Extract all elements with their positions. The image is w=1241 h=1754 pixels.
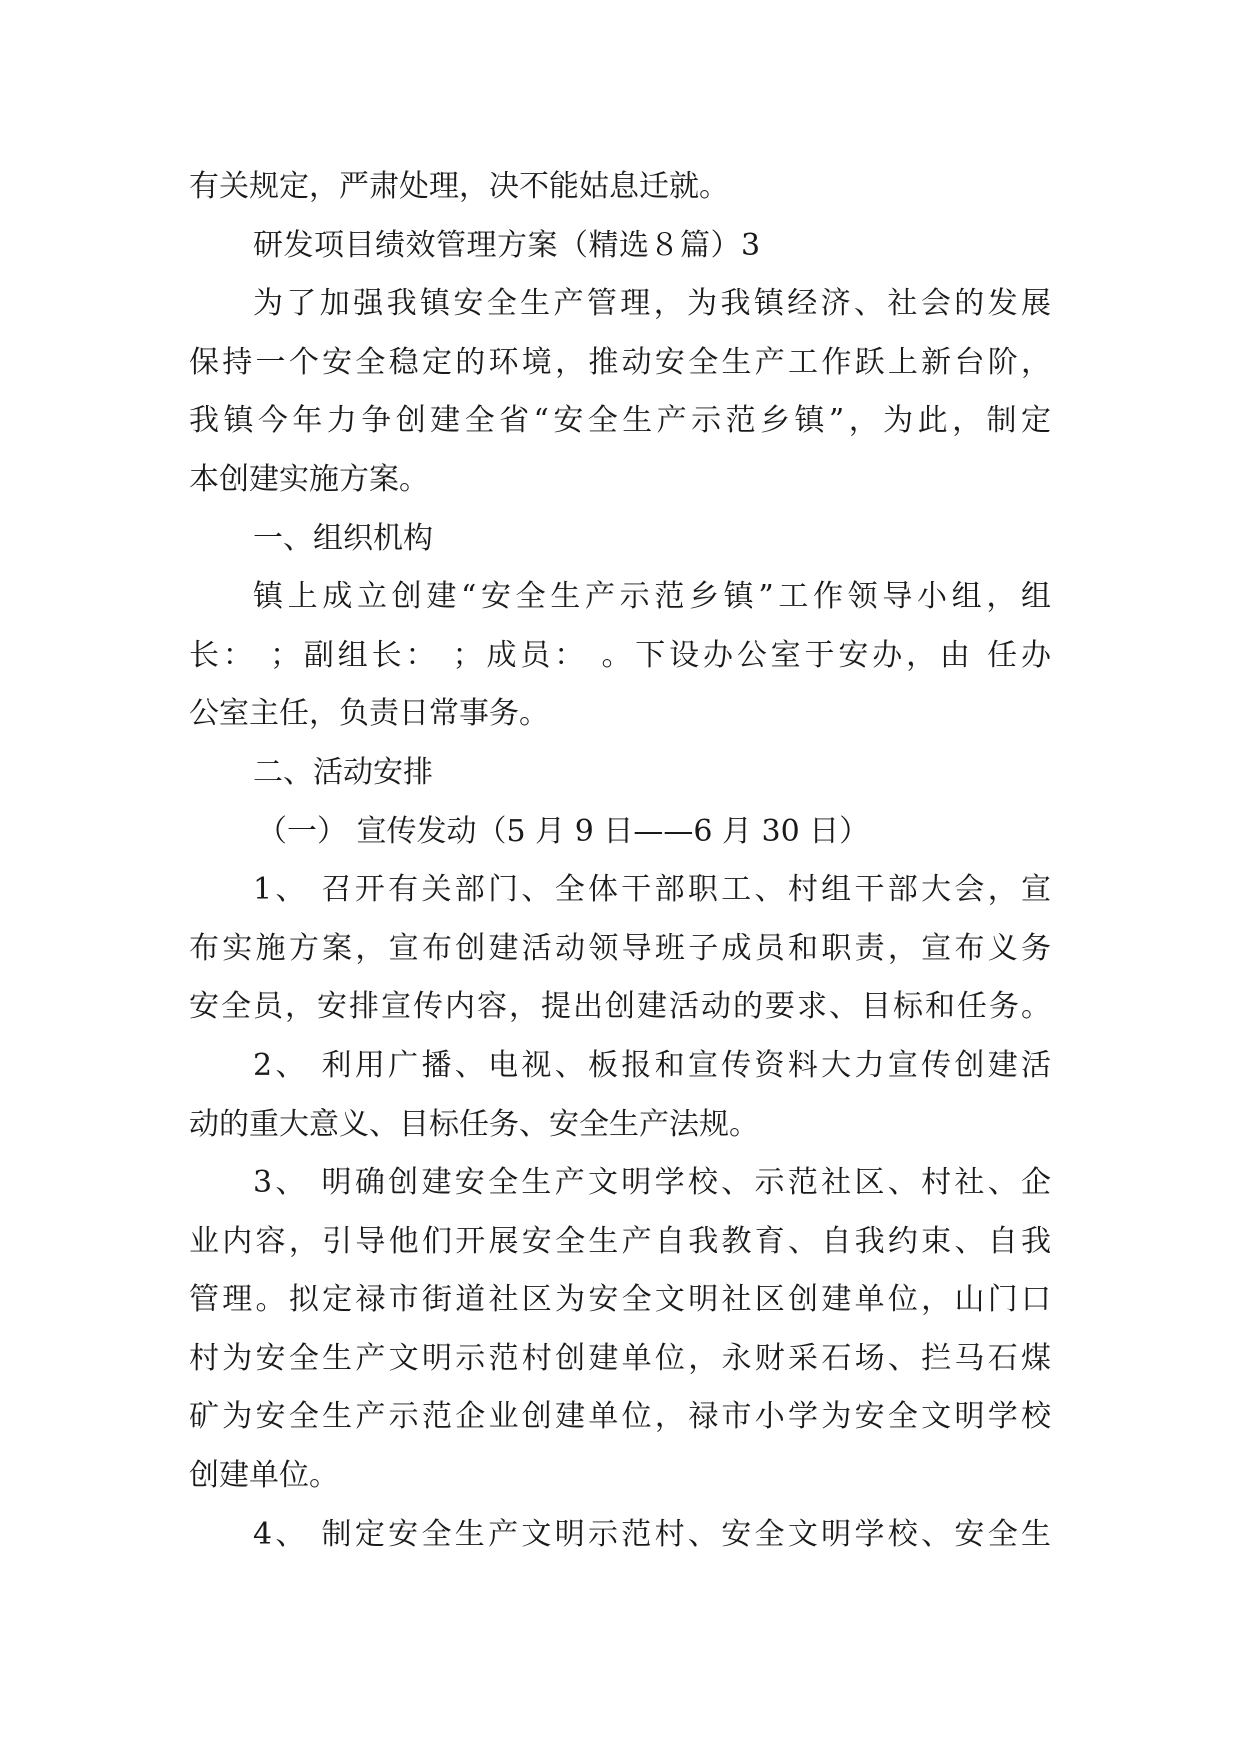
paragraph-line: 有关规定，严肃处理，决不能姑息迁就。 — [189, 169, 729, 204]
paragraph-line: 布实施方案，宣布创建活动领导班子成员和职责，宣布义务 — [189, 930, 1051, 966]
paragraph-line: 公室主任，负责日常事务。 — [189, 696, 549, 732]
paragraph-line: 管理。拟定禄市街道社区为安全文明社区创建单位，山门口 — [189, 1282, 1051, 1318]
list-item-1: 1、 召开有关部门、全体干部职工、村组干部大会，宣 — [253, 872, 1051, 908]
paragraph-line: 动的重大意义、目标任务、安全生产法规。 — [189, 1106, 759, 1142]
paragraph-line: 我镇今年力争创建全省“安全生产示范乡镇”，为此，制定 — [189, 403, 1051, 439]
list-item-4: 4、 制定安全生产文明示范村、安全文明学校、安全生 — [253, 1516, 1051, 1552]
paragraph-line: 矿为安全生产示范企业创建单位，禄市小学为安全文明学校 — [189, 1399, 1051, 1435]
paragraph-line: 业内容，引导他们开展安全生产自我教育、自我约束、自我 — [189, 1223, 1051, 1259]
paragraph-line: 创建单位。 — [189, 1458, 339, 1494]
paragraph-line: 村为安全生产文明示范村创建单位，永财采石场、拦马石煤 — [189, 1340, 1051, 1376]
paragraph-line: 安全员，安排宣传内容，提出创建活动的要求、目标和任务。 — [189, 989, 1051, 1025]
paragraph-line: 镇上成立创建“安全生产示范乡镇”工作领导小组，组 — [253, 579, 1051, 615]
list-item-2: 2、 利用广播、电视、板报和宣传资料大力宣传创建活 — [253, 1047, 1051, 1083]
paragraph-line: 本创建实施方案。 — [189, 461, 429, 497]
heading-organization: 一、组织机构 — [253, 520, 433, 556]
paragraph-line: 为了加强我镇安全生产管理，为我镇经济、社会的发展 — [253, 286, 1051, 322]
paragraph-line: 长： ；副组长： ；成员： 。下设办公室于安办，由 任办 — [189, 637, 1051, 673]
document-body — [189, 158, 1051, 1564]
paragraph-line: 保持一个安全稳定的环境，推动安全生产工作跃上新台阶， — [189, 344, 1051, 380]
subheading-publicity: （一） 宣传发动（5 月 9 日——6 月 30 日） — [257, 813, 870, 849]
list-item-3: 3、 明确创建安全生产文明学校、示范社区、村社、企 — [253, 1165, 1051, 1201]
section-title: 研发项目绩效管理方案（精选８篇）3 — [253, 227, 761, 263]
heading-activities: 二、活动安排 — [253, 754, 433, 790]
